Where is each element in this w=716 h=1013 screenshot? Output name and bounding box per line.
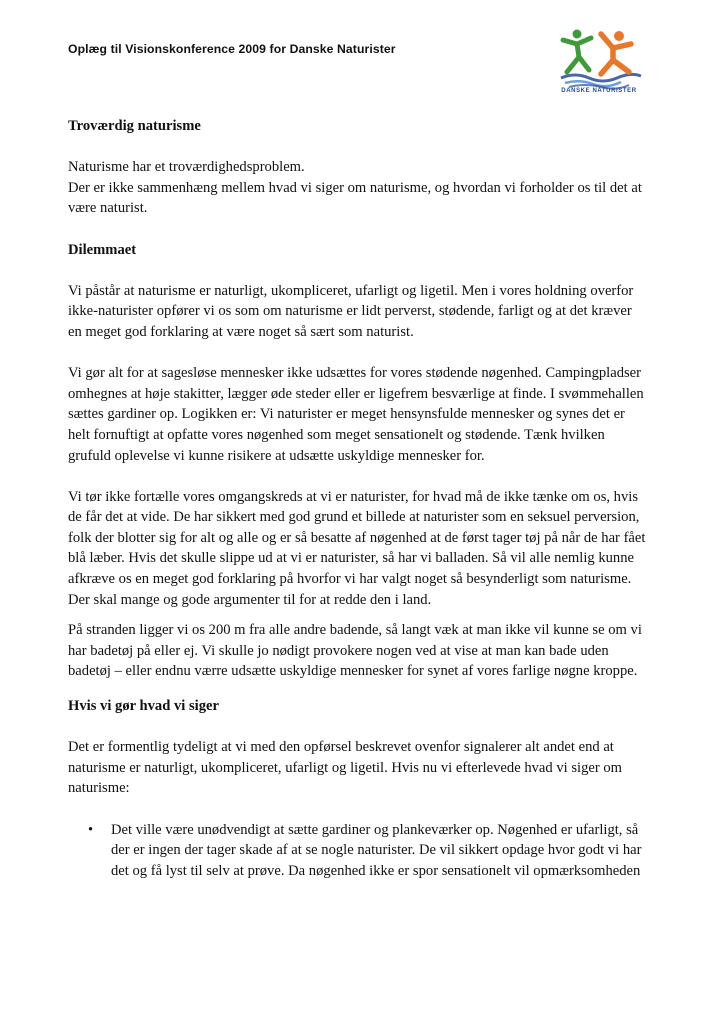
paragraph-1: Naturisme har et troværdighedsproblem. [68, 159, 305, 176]
paragraph-7: Det er formentlig tydeligt at vi med den opførsel beskrevet ovenfor signalerer alt andet end at naturisme er naturligt, ukompliceret, ufarligt og ligetil. Hvis nu vi efterlevede hvad vi siger om naturisme: [68, 739, 623, 797]
logo-green-body [563, 38, 591, 72]
heading-hvis-vi-goer: Hvis vi gør hvad vi siger [68, 698, 219, 715]
paragraph-4: Vi gør alt for at sagesløse mennesker ikke udsættes for vores stødende nøgenhed. Campingpladser omhegnes at høje stakitter, lægger øde steder eller er ligefrem besværlige at finde. I svømmehallen sættes gardiner op. Logikken er: Vi naturister er meget hensynsfulde mennesker og synes det er helt fornuftigt at opfatte vores nøgenhed som meget sensationelt og stødende. Tænk hvilken grufuld oplevelse vi kunne risikere at udsætte uskyldige mennesker for. [68, 365, 644, 464]
paragraph-5: Vi tør ikke fortælle vores omgangskreds at vi er naturister, for hvad må de ikke tænke om os, hvis de får det at vide. De har sikkert med god grund et billede at naturister som en seksuel perversion, folk der blotter sig for alt og alle og er så besatte af nøgenhed at de først tager tøj på når de har fået blå læber. Hvis det skulle slippe ud at vi er naturister, så har vi balladen. Så vil alle nemlig kunne afkræve os en meget god forklaring på hvorfor vi har valgt noget så besynderligt som naturisme. Der skal mange og gode argumenter til for at redde den i land. [68, 488, 646, 608]
document-body [68, 116, 648, 881]
paragraph-3: Vi påstår at naturisme er naturligt, ukompliceret, ufarligt og ligetil. Men i vores holdning overfor ikke-naturister opfører vi os som om naturisme er lidt perverst, stødende, farligt og at det kræver en meget god forklaring at være noget så sært som naturist. [68, 282, 634, 340]
heading-trovaerdig-naturisme: Troværdig naturisme [68, 118, 201, 134]
logo-orange-head [614, 31, 624, 41]
bullet-text: Det ville være unødvendigt at sætte gardiner og plankeværker op. Nøgenhed er ufarligt, så der er ingen der tager skade af at se nogle naturister. De vil sikkert opdage hvor godt vi har det og få lyst til selv at prøve. Da nøgenhed ikke er spor sensationelt vil opmærksomheden [111, 821, 642, 879]
list-item [68, 820, 648, 882]
logo-caption: DANSKE NATURISTER [561, 88, 637, 94]
heading-dilemmaet: Dilemmaet [68, 241, 137, 258]
logo-green-head [573, 30, 582, 39]
paragraph-6: På stranden ligger vi os 200 m fra alle andre badende, så langt væk at man ikke vil kunne se om vi har badetøj på eller ej. Vi skulle jo nødigt provokere nogen ved at vise at man kan bade uden badetøj – eller endnu værre udsætte uskyldige mennesker for synet af vores farlige nøgne kroppe. [68, 622, 642, 680]
paragraph-2: Der er ikke sammenhæng mellem hvad vi siger om naturisme, og hvordan vi forholder os til det at være naturist. [68, 179, 642, 217]
running-header: Oplæg til Visionskonference 2009 for Danske Naturister [68, 42, 396, 56]
bullet-list [68, 820, 648, 882]
bullet-icon: • [88, 821, 94, 838]
